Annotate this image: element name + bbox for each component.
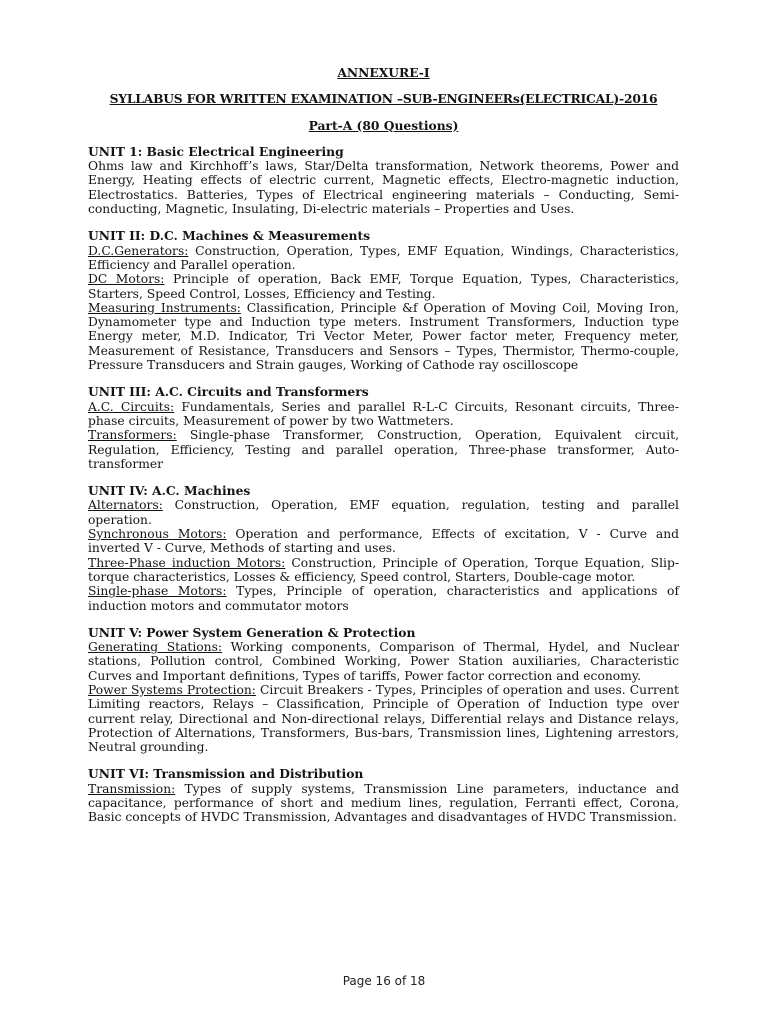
- syllabus-paragraph: [88, 640, 679, 683]
- unit-section: [88, 484, 679, 613]
- syllabus-paragraph: [88, 159, 679, 216]
- syllabus-paragraph: [88, 498, 679, 527]
- unit-title: UNIT VI: Transmission and Distribution: [88, 766, 364, 782]
- syllabus-paragraph: [88, 272, 679, 301]
- unit-section: [88, 626, 679, 755]
- syllabus-paragraph: [88, 301, 679, 372]
- topic-heading: Three-Phase induction Motors:: [88, 555, 286, 570]
- syllabus-paragraph: [88, 782, 679, 825]
- topic-heading: DC Motors:: [88, 272, 165, 287]
- unit-title: UNIT III: A.C. Circuits and Transformers: [88, 384, 369, 400]
- topic-heading: Power Systems Protection:: [88, 682, 256, 697]
- topic-heading: A.C. Circuits:: [88, 399, 175, 414]
- syllabus-paragraph: [88, 244, 679, 273]
- unit-title: UNIT IV: A.C. Machines: [88, 483, 251, 499]
- topic-heading: Generating Stations:: [88, 640, 223, 655]
- topic-text: Construction, Operation, EMF equation, regulation, testing and parallel operation.: [88, 498, 679, 527]
- document-page: [88, 66, 679, 838]
- syllabus-paragraph: [88, 584, 679, 613]
- topic-text: Circuit Breakers - Types, Principles of operation and uses. Current Limiting reactors, Relays – Classification, Principle of Operation of Induction type over current relay, Directional and Non-directional relays, Differential relays and Distance relays, Protection of Alternations, Transformers, Bus-bars, Transmission lines, Lightening arrestors, Neutral grounding.: [88, 682, 679, 755]
- topic-text: Types, Principle of operation, characteristics and applications of induction motors and commutator motors: [88, 584, 679, 613]
- syllabus-paragraph: [88, 556, 679, 585]
- syllabus-title: SYLLABUS FOR WRITTEN EXAMINATION –SUB-ENGINEERs(ELECTRICAL)-2016: [109, 91, 658, 107]
- topic-heading: Measuring Instruments:: [88, 300, 241, 315]
- unit-title: UNIT 1: Basic Electrical Engineering: [88, 143, 344, 159]
- topic-heading: Transmission:: [88, 781, 176, 796]
- unit-section: [88, 385, 679, 471]
- topic-text: Fundamentals, Series and parallel R-L-C Circuits, Resonant circuits, Three-phase circuits, Measurement of power by two Wattmeters.: [88, 399, 679, 428]
- page-number: Page 16 of 18: [342, 974, 426, 988]
- topic-heading: D.C.Generators:: [88, 243, 189, 258]
- topic-heading: Transformers:: [88, 428, 177, 443]
- unit-title: UNIT II: D.C. Machines & Measurements: [88, 228, 371, 244]
- unit-section: [88, 145, 679, 216]
- syllabus-paragraph: [88, 527, 679, 556]
- unit-section: [88, 767, 679, 824]
- topic-text: Construction, Principle of Operation, Torque Equation, Slip-torque characteristics, Losses & efficiency, Speed control, Starters, Double-cage motor.: [88, 555, 679, 584]
- syllabus-paragraph: [88, 683, 679, 754]
- topic-text: Ohms law and Kirchhoff’s laws, Star/Delta transformation, Network theorems, Power and Energy, Heating effects of electric current, Magnetic effects, Electro-magnetic induction, Electrostatics. Batteries, Types of Electrical engineering materials – Conducting, Semi-conducting, Magnetic, Insulating, Di-electric materials – Properties and Uses.: [88, 159, 679, 217]
- topic-text: Single-phase Transformer, Construction, Operation, Equivalent circuit, Regulation, Efficiency, Testing and parallel operation, Three-phase transformer, Auto-transformer: [88, 428, 679, 471]
- unit-section: [88, 229, 679, 372]
- topic-text: Classification, Principle &f Operation of Moving Coil, Moving Iron, Dynamometer type and Induction type meters. Instrument Transformers, Induction type Energy meter, M.D. Indicator, Tri Vector Meter, Power factor meter, Frequency meter, Measurement of Resistance, Transducers and Sensors – Types, Thermistor, Thermo-couple, Pressure Transducers and Strain gauges, Working of Cathode ray oscilloscope: [88, 300, 679, 373]
- syllabus-paragraph: [88, 428, 679, 471]
- topic-text: Construction, Operation, Types, EMF Equation, Windings, Characteristics, Efficiency and Parallel operation.: [88, 243, 679, 272]
- topic-text: Operation and performance, Effects of excitation, V - Curve and inverted V - Curve, Methods of starting and uses.: [88, 527, 680, 556]
- annexure-heading: ANNEXURE-I: [337, 65, 430, 80]
- topic-text: Principle of operation, Back EMF, Torque Equation, Types, Characteristics, Starters, Speed Control, Losses, Efficiency and Testing.: [88, 272, 679, 301]
- topic-heading: Single-phase Motors:: [88, 584, 227, 599]
- syllabus-paragraph: [88, 400, 679, 429]
- part-heading: Part-A (80 Questions): [308, 117, 459, 133]
- units-container: [88, 145, 679, 825]
- topic-heading: Alternators:: [88, 498, 163, 513]
- topic-heading: Synchronous Motors:: [88, 527, 227, 542]
- unit-title: UNIT V: Power System Generation & Protection: [88, 624, 416, 640]
- topic-text: Types of supply systems, Transmission Line parameters, inductance and capacitance, performance of short and medium lines, regulation, Ferranti effect, Corona, Basic concepts of HVDC Transmission, Advantages and disadvantages of HVDC Transmission.: [88, 781, 679, 825]
- topic-text: Working components, Comparison of Thermal, Hydel, and Nuclear stations, Pollution control, Combined Working, Power Station auxiliaries, Characteristic Curves and Important definitions, Types of tariffs, Power factor correction and economy.: [88, 640, 679, 683]
